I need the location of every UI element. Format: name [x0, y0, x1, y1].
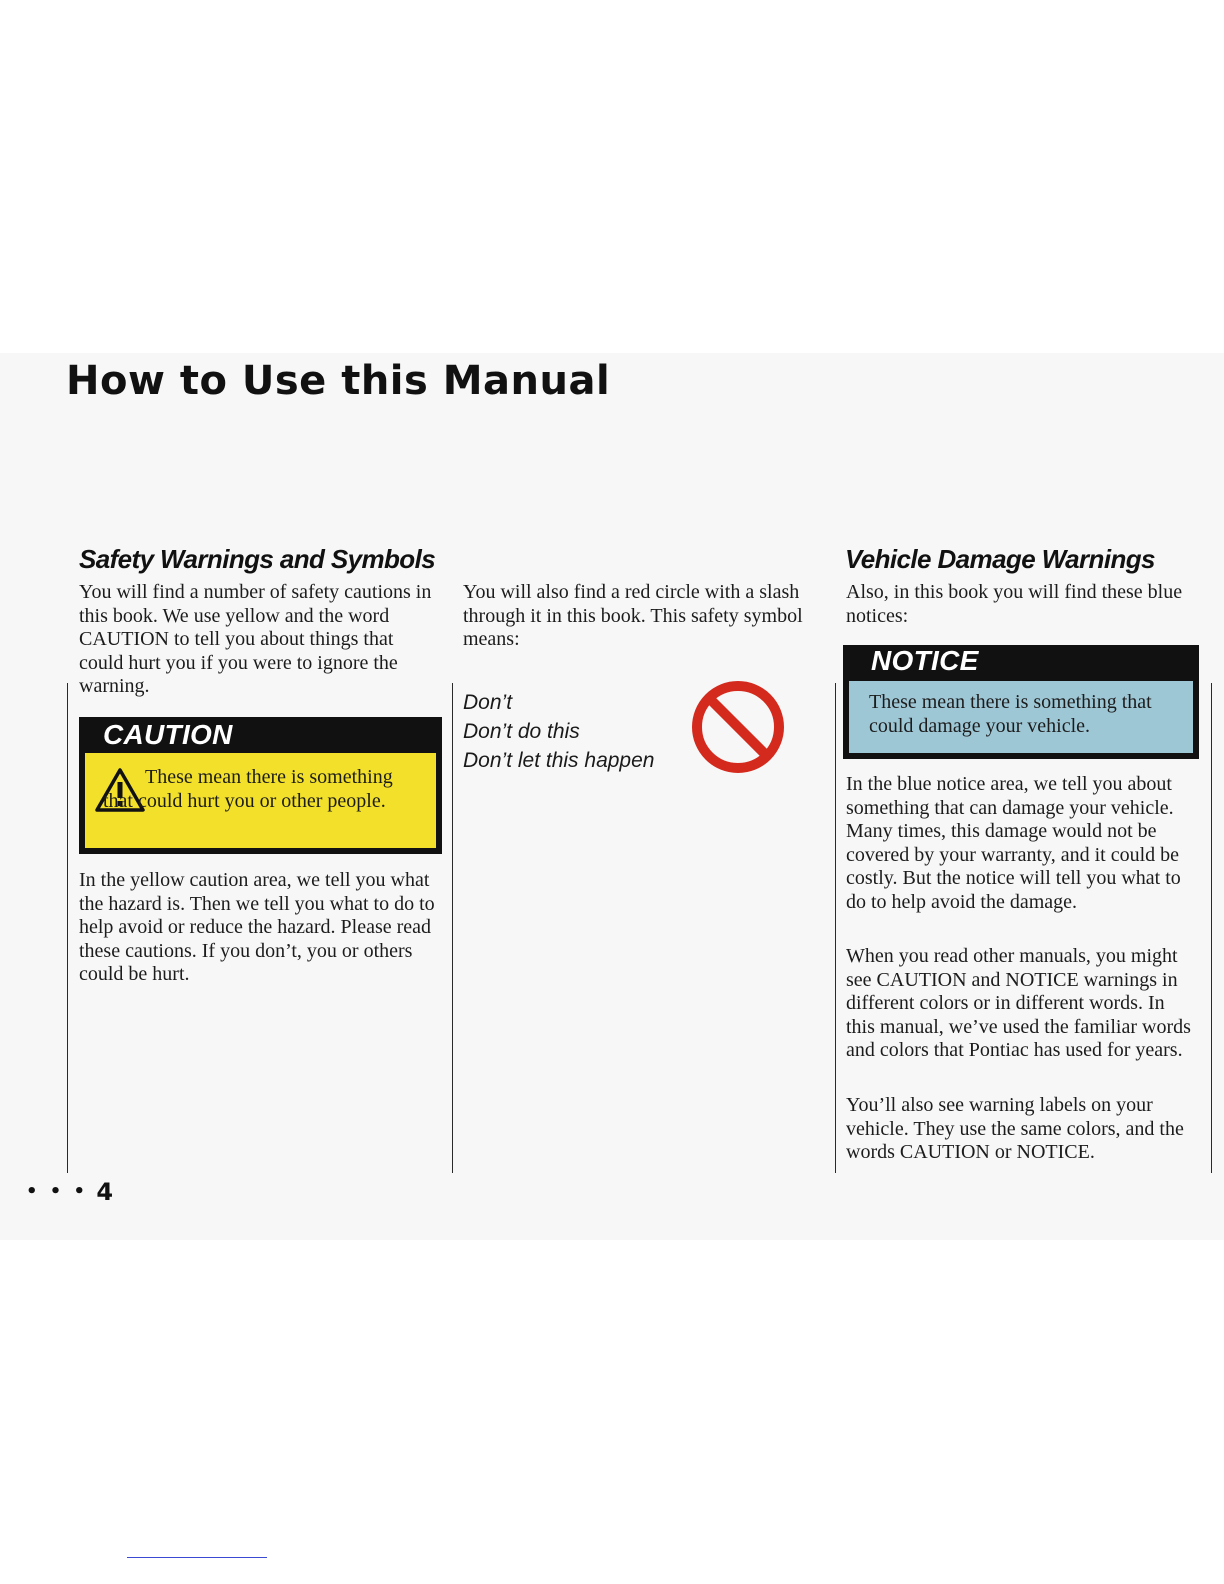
prohibition-icon — [690, 679, 786, 775]
notice-box — [843, 645, 1199, 759]
safety-intro: You will find a number of safety cautions in this book. We use yellow and the word CAUTION to tell you about things that could hurt you if you were to ignore the warning. — [79, 581, 432, 698]
vehicle-damage-intro: Also, in this book you will find these blue notices: — [846, 581, 1183, 627]
vehicle-damage-paragraph: When you read other manuals, you might see CAUTION and NOTICE warnings in different colors or in different words. In this manual, we’ve used the familiar words and colors that Pontiac has used for years. — [846, 945, 1191, 1062]
page-number-value: 4 — [96, 1178, 114, 1206]
vehicle-damage-heading: Vehicle Damage Warnings — [845, 544, 1155, 574]
caution-text: These mean there is something that could hurt you or other people. — [103, 766, 393, 812]
symbol-meaning: Don’t let this happen — [463, 749, 655, 772]
column-rule-middle — [452, 683, 453, 1173]
caution-body — [85, 753, 436, 848]
caution-label: CAUTION — [103, 719, 233, 750]
symbol-meaning: Don’t do this — [463, 720, 580, 743]
vehicle-damage-paragraph: You’ll also see warning labels on your vehicle. They use the same colors, and the words CAUTION or NOTICE. — [846, 1094, 1184, 1164]
vehicle-damage-paragraph: In the blue notice area, we tell you about something that can damage your vehicle. Many times, this damage would not be covered by your warranty, and it could be costly. But the notice will tell you what to do to help avoid the damage. — [846, 773, 1181, 913]
symbol-intro: You will also find a red circle with a slash through it in this book. This safety symbol means: — [463, 581, 803, 651]
notice-label: NOTICE — [871, 645, 979, 676]
symbol-meaning: Don’t — [463, 691, 513, 714]
column-rule-edge — [1211, 683, 1212, 1173]
safety-heading: Safety Warnings and Symbols — [79, 544, 436, 574]
notice-text: These mean there is something that could damage your vehicle. — [869, 691, 1152, 737]
page-title: How to Use this Manual — [66, 358, 611, 404]
page-number-dots: • • • — [26, 1181, 89, 1202]
notice-body — [849, 681, 1193, 753]
symbol-meanings-list — [463, 688, 654, 775]
column-rule-left — [67, 683, 68, 1173]
caution-box — [79, 717, 442, 854]
column-rule-right — [835, 683, 836, 1173]
footer-rule — [127, 1557, 267, 1558]
page-number — [26, 1178, 113, 1206]
safety-explanation: In the yellow caution area, we tell you what the hazard is. Then we tell you what to do to help avoid or reduce the hazard. Please read these cautions. If you don’t, you or others could be hurt. — [79, 869, 435, 986]
